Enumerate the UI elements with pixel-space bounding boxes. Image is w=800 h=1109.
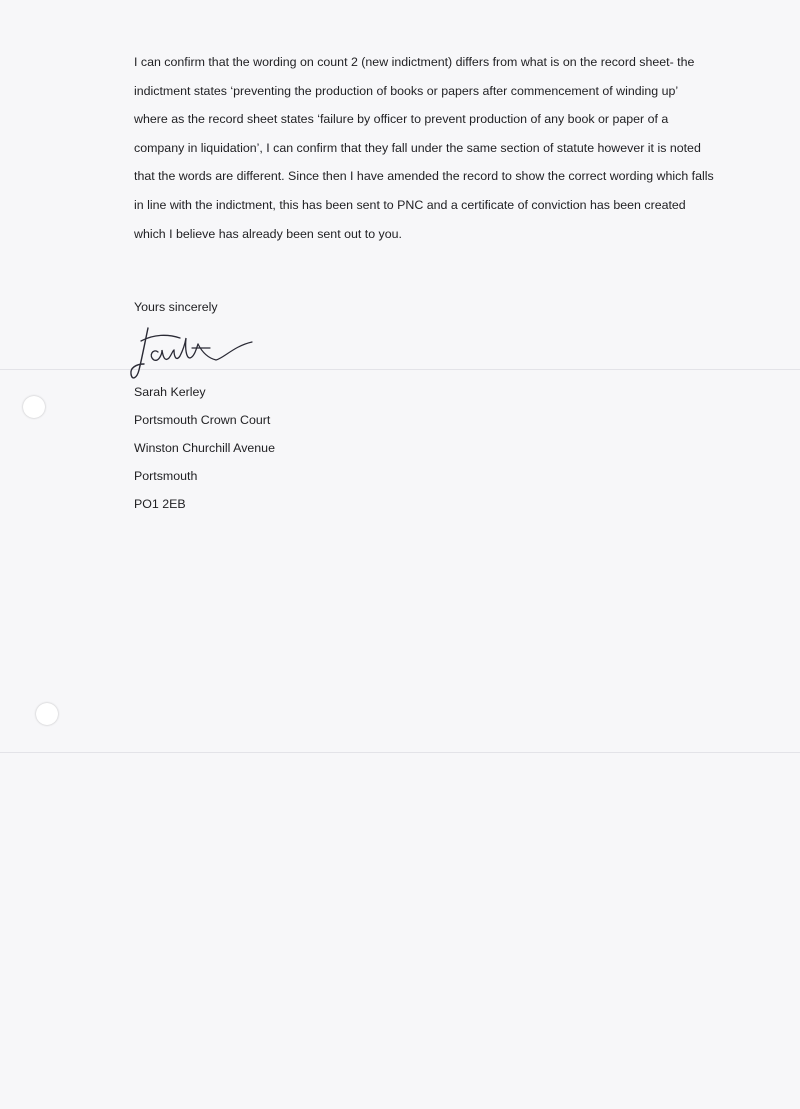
sender-organisation: Portsmouth Crown Court <box>134 413 271 427</box>
handwritten-signature-icon <box>128 324 258 386</box>
punch-hole <box>23 396 45 418</box>
letter-body-paragraph: I can confirm that the wording on count 2 (new indictment) differs from what is on the record sheet- the indictment states ‘preventing the production of books or papers after commencement of winding up’ where as the record sheet states ‘failure by officer to prevent production of any book or paper of a company in liquidation’, I can confirm that they fall under the same section of statute however it is noted that the words are different. Since then I have amended the record to show the correct wording which falls in line with the indictment, this has been sent to PNC and a certificate of conviction has been created which I believe has already been sent out to you. <box>134 55 714 241</box>
sender-name: Sarah Kerley <box>134 385 206 399</box>
sender-postcode: PO1 2EB <box>134 497 186 511</box>
punch-hole <box>36 703 58 725</box>
letter-closing: Yours sincerely <box>134 300 218 314</box>
paper-fold-line <box>0 369 800 370</box>
sender-address-block <box>134 384 275 524</box>
paper-fold-line <box>0 752 800 753</box>
sender-street: Winston Churchill Avenue <box>134 441 275 455</box>
sender-city: Portsmouth <box>134 469 198 483</box>
